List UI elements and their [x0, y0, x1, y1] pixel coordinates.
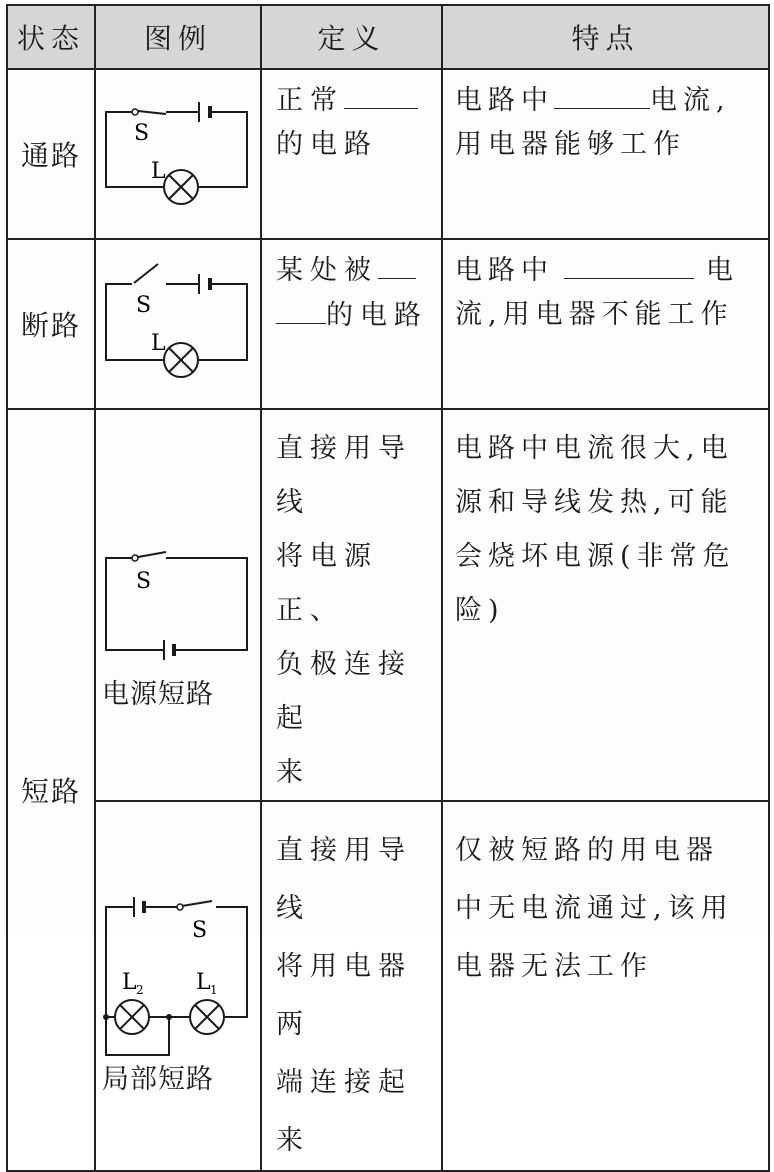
lamp2-label: L — [122, 969, 137, 995]
definition-closed — [261, 69, 442, 239]
open-circuit-svg — [96, 252, 262, 392]
header-state: 状态 — [7, 5, 95, 69]
switch-label: S — [136, 293, 152, 318]
row-open-circuit — [7, 239, 769, 409]
circuit-states-table — [6, 4, 770, 1172]
state-closed: 通路 — [7, 69, 95, 239]
feature-source-short — [442, 409, 769, 801]
feature-text: 电器无法工作 — [455, 951, 653, 982]
feature-text: 中无电流通过,该用 — [455, 893, 734, 924]
definition-text: 直接用导线 — [276, 835, 412, 924]
fill-blank — [564, 248, 694, 279]
definition-text: 来 — [276, 757, 310, 788]
feature-text: 仅被短路的用电器 — [455, 835, 719, 866]
feature-text: 电路中 — [455, 85, 554, 116]
source-short-svg — [96, 500, 262, 670]
diagram-partial-short — [95, 801, 261, 1171]
switch-label: S — [134, 121, 150, 146]
definition-text: 将用电器两 — [276, 951, 412, 1040]
definition-partial-short — [261, 801, 442, 1171]
diagram-source-short — [95, 409, 261, 801]
definition-text: 负极连接起 — [276, 649, 412, 734]
partial-short-caption: 局部短路 — [102, 1063, 214, 1095]
feature-text: 会烧坏电源(非常危 — [455, 541, 736, 572]
feature-text: 电路中 — [455, 255, 554, 286]
lamp2-subscript: 2 — [136, 982, 144, 997]
definition-text: 某处被 — [276, 255, 378, 286]
lamp1-label: L — [196, 969, 211, 995]
header-row — [7, 5, 769, 69]
feature-closed — [442, 69, 769, 239]
feature-text: 源和导线发热,可能 — [455, 487, 734, 518]
fill-blank — [344, 78, 418, 109]
state-open: 断路 — [7, 239, 95, 409]
fill-blank — [378, 248, 416, 279]
definition-text: 直接用导线 — [276, 433, 412, 518]
lamp-label: L — [151, 331, 166, 356]
feature-open — [442, 239, 769, 409]
lamp-label: L — [151, 159, 166, 184]
definition-text: 的电路 — [326, 300, 428, 331]
feature-text: 电路中电流很大,电 — [455, 433, 734, 464]
fill-blank — [276, 293, 326, 324]
diagram-closed-circuit — [95, 69, 261, 239]
feature-text: 险) — [455, 595, 505, 626]
feature-text: 电流, — [650, 85, 731, 116]
closed-circuit-svg — [96, 82, 262, 222]
diagram-open-circuit — [95, 239, 261, 409]
state-short: 短路 — [7, 409, 95, 1171]
header-legend: 图例 — [95, 5, 261, 69]
definition-text: 的电路 — [276, 129, 378, 160]
definition-source-short — [261, 409, 442, 801]
header-definition: 定义 — [261, 5, 442, 69]
switch-label: S — [192, 917, 208, 943]
feature-partial-short — [442, 801, 769, 1171]
definition-text: 将电源正、 — [276, 541, 378, 626]
partial-short-svg — [96, 877, 262, 1067]
lamp1-subscript: 1 — [210, 982, 218, 997]
feature-text: 电 — [706, 255, 739, 286]
header-feature: 特点 — [442, 5, 769, 69]
row-source-short — [7, 409, 769, 801]
source-short-caption: 电源短路 — [102, 678, 214, 710]
definition-text: 端连接起来 — [276, 1067, 412, 1156]
fill-blank — [554, 78, 650, 109]
feature-text: 用电器能够工作 — [455, 129, 686, 160]
row-partial-short — [7, 801, 769, 1171]
switch-label: S — [136, 568, 152, 594]
row-closed-circuit — [7, 69, 769, 239]
feature-text: 流,用电器不能工作 — [455, 299, 734, 330]
definition-text: 正常 — [276, 85, 344, 116]
definition-open — [261, 239, 442, 409]
